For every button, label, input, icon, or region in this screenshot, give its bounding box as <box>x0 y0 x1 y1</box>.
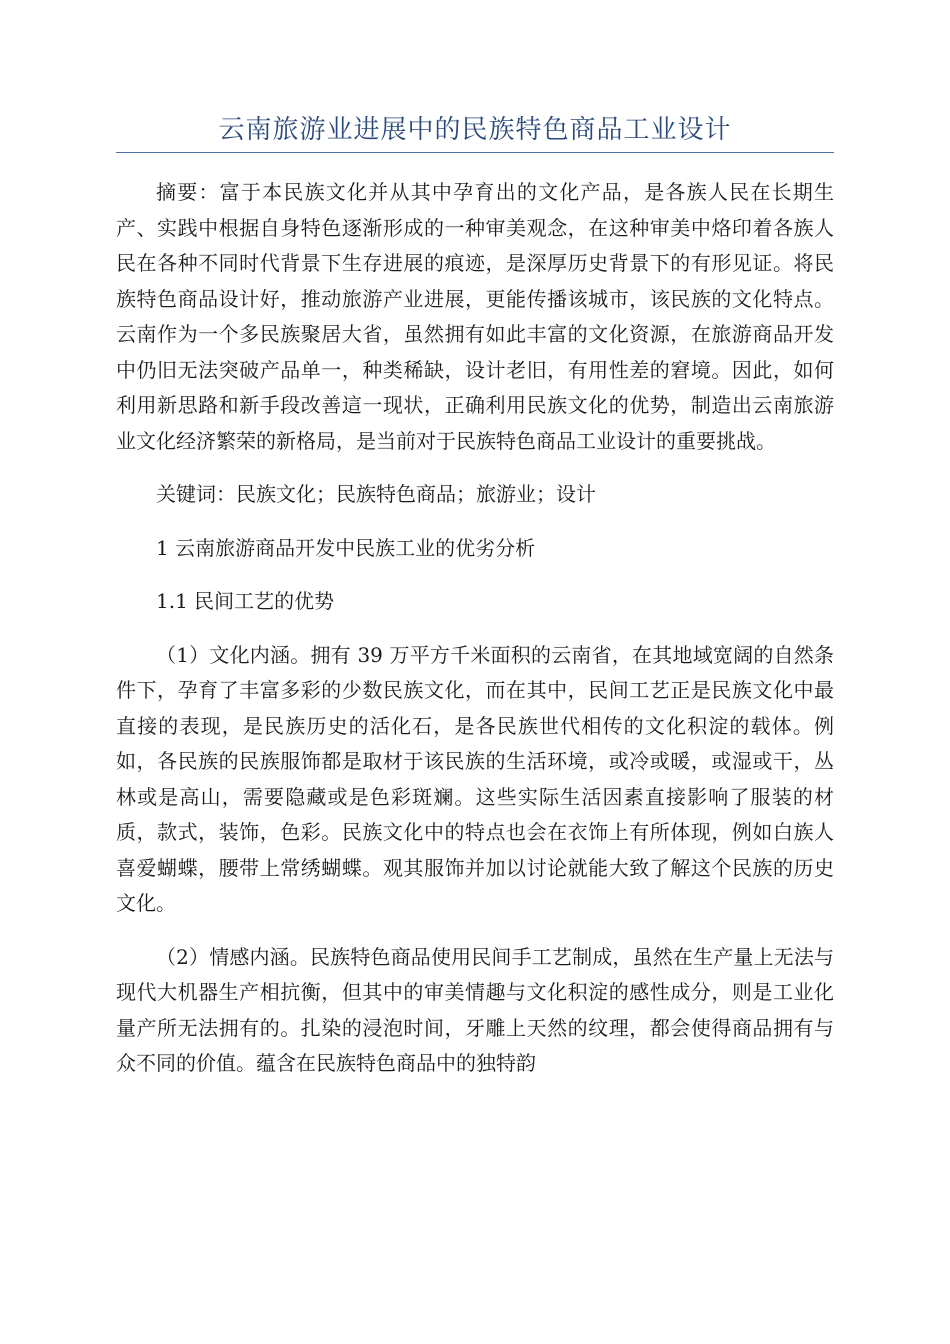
body-paragraph-culture: （1）文化内涵。拥有 39 万平方千米面积的云南省，在其地域宽阔的自然条件下，孕育了丰富多彩的少数民族文化，而在其中，民间工艺正是民族文化中最直接的表现，是民族历史的活化石，是各民族世代相传的文化积淀的载体。例如，各民族的民族服饰都是取材于该民族的生活环境，或冷或暖，或湿或干，丛林或是高山，需要隐藏或是色彩斑斓。这些实际生活因素直接影响了服装的材质，款式，装饰，色彩。民族文化中的特点也会在衣饰上有所体现，例如白族人喜爱蝴蝶，腰带上常绣蝴蝶。观其服饰并加以讨论就能大致了解这个民族的历史文化。 <box>116 642 834 915</box>
body-paragraph-emotion: （2）情感内涵。民族特色商品使用民间手工艺制成，虽然在生产量上无法与现代大机器生产相抗衡，但其中的审美情趣与文化积淀的感性成分，则是工业化量产所无法拥有的。扎染的浸泡时间，牙雕上天然的纹理，都会使得商品拥有与众不同的价值。蕴含在民族特色商品中的独特韵 <box>116 944 834 1075</box>
section-heading-1: 1 云南旅游商品开发中民族工业的优劣分析 <box>156 535 536 560</box>
keywords-line: 关键词：民族文化；民族特色商品；旅游业；设计 <box>156 482 596 506</box>
document-page <box>116 112 834 1082</box>
abstract-paragraph: 摘要：富于本民族文化并从其中孕育出的文化产品，是各族人民在长期生产、实践中根据自身特色逐渐形成的一种审美观念，在这种审美中烙印着各族人民在各种不同时代背景下生存进展的痕迹，是深厚历史背景下的有形见证。将民族特色商品设计好，推动旅游产业进展，更能传播该城市，该民族的文化特点。云南作为一个多民族聚居大省，虽然拥有如此丰富的文化资源，在旅游商品开发中仍旧无法突破产品单一，种类稀缺，设计老旧，有用性差的窘境。因此，如何利用新思路和新手段改善這一现状，正确利用民族文化的优势，制造出云南旅游业文化经济繁荣的新格局，是当前对于民族特色商品工业设计的重要挑战。 <box>116 180 834 453</box>
section-heading-1-1: 1.1 民间工艺的优势 <box>156 589 335 613</box>
document-title: 云南旅游业进展中的民族特色商品工业设计 <box>116 112 834 153</box>
